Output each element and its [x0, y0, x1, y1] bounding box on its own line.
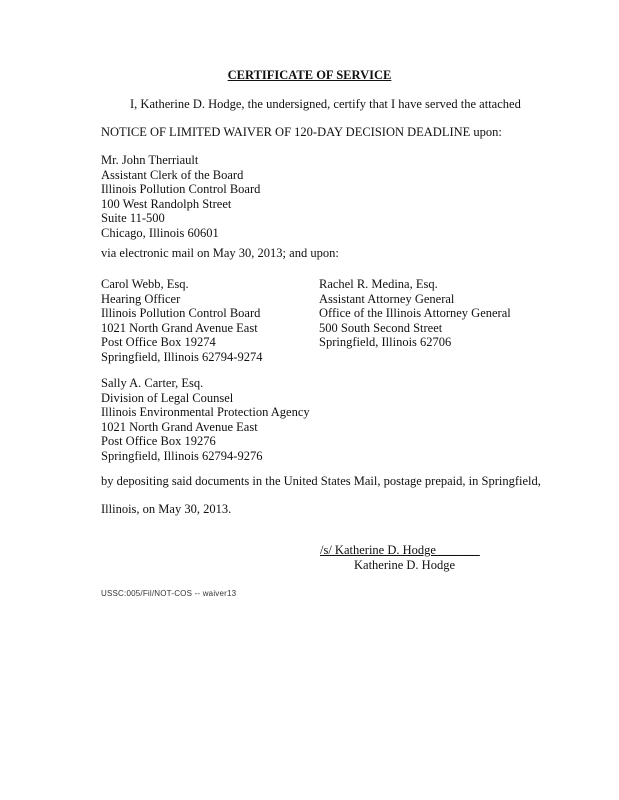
intro-paragraph: I, Katherine D. Hodge, the undersigned, certify that I have served the attached — [130, 97, 521, 111]
address-line: Illinois Pollution Control Board — [101, 306, 261, 320]
address-line: 1021 North Grand Avenue East — [101, 419, 258, 434]
recipient-clerk-address — [101, 153, 260, 240]
notice-line: NOTICE OF LIMITED WAIVER OF 120-DAY DECISION DEADLINE upon: — [101, 125, 502, 139]
address-line: Assistant Clerk of the Board — [101, 167, 244, 182]
recipient-attorney-general-address — [319, 277, 511, 350]
address-line: Mr. John Therriault — [101, 153, 199, 167]
address-line: Chicago, Illinois 60601 — [101, 225, 219, 240]
address-line: Illinois Environmental Protection Agency — [101, 405, 310, 419]
address-line: Springfield, Illinois 62794-9276 — [101, 448, 263, 463]
date-statement: Illinois, on May 30, 2013. — [101, 502, 232, 516]
signer-name: Katherine D. Hodge — [354, 558, 456, 572]
mail-statement: by depositing said documents in the United States Mail, postage prepaid, in Springfield, — [101, 474, 541, 488]
via-email-line: via electronic mail on May 30, 2013; and upon: — [101, 246, 339, 260]
address-line: Hearing Officer — [101, 291, 181, 306]
address-line: Post Office Box 19274 — [101, 335, 216, 349]
address-line: Illinois Pollution Control Board — [101, 182, 261, 196]
address-line: Rachel R. Medina, Esq. — [319, 277, 438, 291]
address-line: Assistant Attorney General — [319, 291, 455, 306]
address-line: Division of Legal Counsel — [101, 390, 234, 405]
recipient-legal-counsel-address — [101, 376, 310, 463]
recipient-hearing-officer-address — [101, 277, 262, 364]
document-reference: USSC:005/Fil/NOT-COS -- waiver13 — [101, 589, 237, 598]
address-line: Springfield, Illinois 62706 — [319, 335, 452, 349]
address-line: Sally A. Carter, Esq. — [101, 376, 204, 390]
address-line: 100 West Randolph Street — [101, 196, 232, 211]
address-line: Office of the Illinois Attorney General — [319, 306, 511, 320]
electronic-signature: /s/ Katherine D. Hodge_______ — [320, 543, 480, 557]
address-line: Post Office Box 19276 — [101, 434, 216, 448]
address-line: 1021 North Grand Avenue East — [101, 320, 258, 335]
address-line: Suite 11-500 — [101, 211, 165, 225]
document-title: CERTIFICATE OF SERVICE — [227, 68, 392, 82]
address-line: Carol Webb, Esq. — [101, 277, 189, 291]
address-line: 500 South Second Street — [319, 320, 443, 335]
address-line: Springfield, Illinois 62794-9274 — [101, 349, 263, 364]
